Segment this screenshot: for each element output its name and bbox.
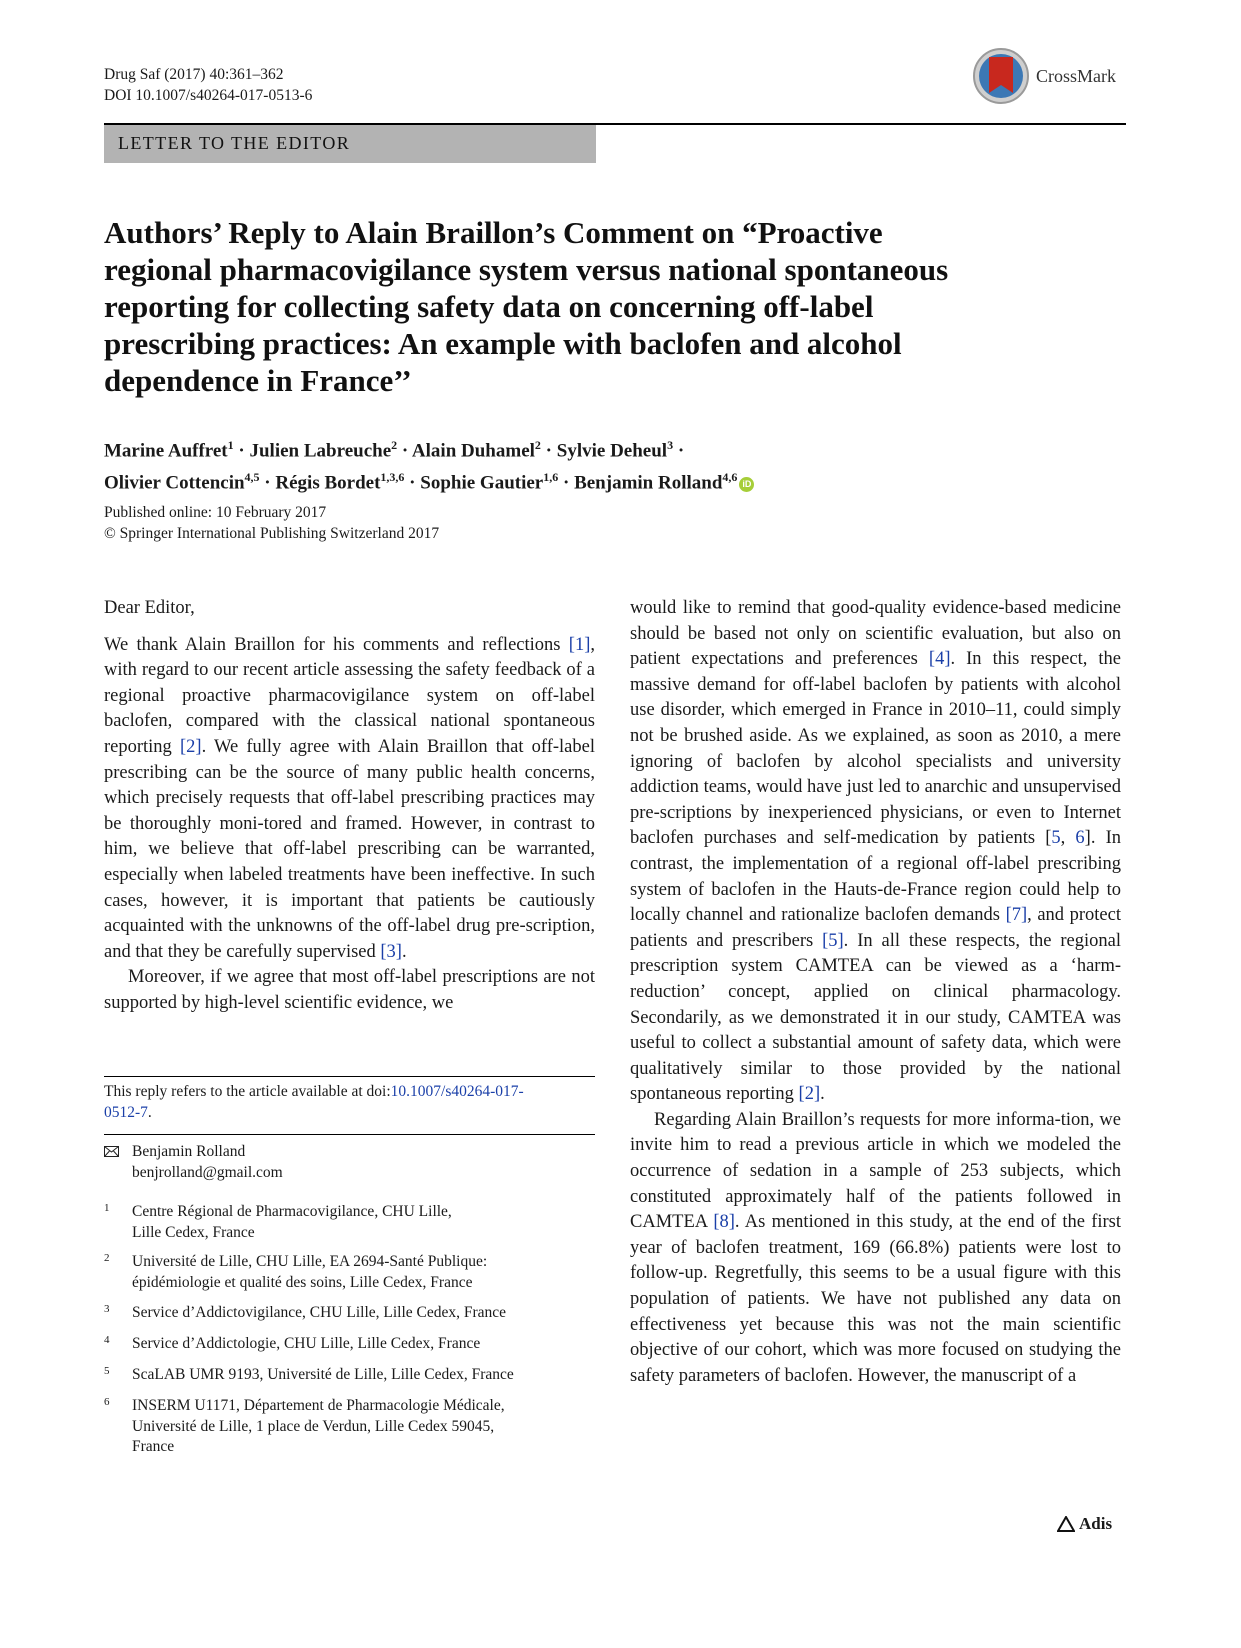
corresponding-email[interactable]: benjrolland@gmail.com	[132, 1163, 283, 1181]
publisher-name: Adis	[1079, 1514, 1113, 1533]
affiliation-number: 4	[104, 1334, 110, 1346]
citation-link[interactable]: 6	[1075, 828, 1085, 849]
citation-link[interactable]: [5]	[822, 930, 844, 951]
body-text: .	[401, 941, 407, 962]
citation-link[interactable]: [7]	[1005, 905, 1028, 926]
body-paragraph: Moreover, if we agree that most off-label prescriptions are not supported by high-level scientific evidence, we	[104, 967, 595, 1013]
citation-link[interactable]: 5	[1051, 828, 1061, 849]
citation-link[interactable]: [1]	[568, 634, 591, 655]
body-text: We thank Alain Braillon for his comments and reflections	[104, 634, 569, 655]
affiliation-text: France	[132, 1438, 175, 1455]
affiliation-number: 1	[104, 1202, 110, 1214]
citation-link[interactable]: [2]	[179, 736, 202, 757]
affiliation-text: Lille Cedex, France	[132, 1223, 255, 1241]
title-line: dependence in France’’	[104, 363, 412, 398]
affiliation-text: Service d’Addictovigilance, CHU Lille, Lille Cedex, France	[132, 1304, 507, 1321]
body-text: would like to remind that good-quality evidence-based medicine should be based not only on scientific evaluation, but also on patient expectations and preferences	[630, 598, 1121, 670]
author-separator: ·	[677, 440, 685, 462]
author-separator: ·	[562, 472, 570, 494]
body-text: . As mentioned in this study, at the end of the first year of baclofen treatment, 169 (66.8%) patients were lost to follow-up. Regretfully, this seems to be a usual figure with this population of patients. We have not published any data on effectiveness yet because this was not the main scientific objective of our cohort, which was more focused on studying the safety parameters of baclofen. However, the manuscript of a	[630, 1212, 1121, 1386]
affiliation-number: 2	[104, 1252, 110, 1264]
author-separator: ·	[401, 440, 409, 462]
footnote-rule	[104, 1134, 595, 1135]
title-line: reporting for collecting safety data on concerning off-label	[104, 289, 874, 324]
body-text: , and protect patients and prescribers	[630, 905, 1121, 951]
salutation: Dear Editor,	[104, 598, 195, 618]
author-name[interactable]: Marine Auffret	[104, 440, 228, 462]
author-affil-sup: 4,5	[244, 470, 260, 485]
title-line: prescribing practices: An example with baclofen and alcohol	[104, 326, 902, 361]
author-name[interactable]: Benjamin Rolland	[574, 472, 723, 494]
author-affil-sup: 1	[227, 438, 234, 452]
author-name[interactable]: Alain Duhamel	[411, 440, 535, 462]
body-paragraph	[104, 633, 595, 966]
author-list	[104, 432, 1124, 497]
section-label: LETTER TO THE EDITOR	[118, 133, 351, 153]
published-date: Published online: 10 February 2017	[104, 504, 327, 521]
citation-link[interactable]: [8]	[713, 1212, 735, 1233]
reply-footnote	[104, 1082, 595, 1123]
title-line: Authors’ Reply to Alain Braillon’s Comment on “Proactive	[104, 215, 883, 250]
author-affil-sup: 1,6	[543, 470, 559, 485]
footnote-rule	[104, 1076, 595, 1077]
crossmark-icon	[972, 47, 1030, 105]
article-title	[104, 214, 1104, 399]
body-text: Regarding Alain Braillon’s requests for more informa-tion, we invite him to read a previous article in which we modeled the occurrence of sedation in a sample of 253 subjects, which constituted approximately half of the patients followed in CAMTEA	[630, 1109, 1121, 1233]
body-text: . We fully agree with Alain Braillon that off-label prescribing can be the source of many public health concerns, which precisely requests that off-label prescribing practices may be thoroughly moni-tored and framed. However, in contrast to him, we believe that off-label prescribing can be warranted, especially when labeled treatments have been ineffective. In such cases, however, it is important that patients be cautiously acquainted with the unknowns of the off-label drug pre-scription, and that they be carefully supervised	[104, 736, 595, 962]
author-name[interactable]: Olivier Cottencin	[104, 472, 245, 494]
doi-line: DOI 10.1007/s40264-017-0513-6	[104, 87, 313, 104]
author-separator: ·	[545, 440, 553, 462]
body-text: .	[820, 1084, 825, 1105]
body-text: ]. In contrast, the implementation of a regional off-label prescribing system of baclofen in the Hauts-de-France region could help to locally channel and rationalize baclofen demands	[630, 828, 1122, 926]
publisher-logo	[1057, 1514, 1112, 1534]
crossmark-label: CrossMark	[1036, 65, 1116, 86]
corresponding-author: Benjamin Rolland	[132, 1143, 246, 1160]
affiliation-item	[104, 1303, 595, 1324]
body-text: ,	[1060, 828, 1076, 849]
affiliation-text: Service d’Addictologie, CHU Lille, Lille Cedex, France	[132, 1335, 481, 1352]
author-name[interactable]: Julien Labreuche	[249, 440, 392, 462]
doi-link[interactable]: 10.1007/s40264-017-	[390, 1083, 524, 1100]
author-separator: ·	[264, 472, 271, 494]
body-text: . In this respect, the massive demand for off-label baclofen by patients with alcohol use disorder, which emerged in France in 2010–11, could simply not be brushed aside. As we explained, as soon as 2010, a mere ignoring of baclofen by alcohol specialists and university addiction teams, would have just led to anarchic and unsupervised pre-scriptions by inexperienced physicians, or even to Internet baclofen purchases and self-medication by patients [	[630, 649, 1121, 849]
doi-link[interactable]: 0512-7	[104, 1103, 148, 1121]
adis-triangle-icon	[1057, 1516, 1075, 1532]
journal-header	[104, 64, 312, 106]
affiliation-item	[104, 1396, 595, 1458]
body-text: . In all these respects, the regional prescription system CAMTEA can be viewed as a ‘harm-reduction’ concept, applied on clinical pharmacology. Secondarily, as we demonstrated it in our study, CAMTEA was useful to collect a substantial amount of safety data, which were qualitatively similar to those provided by the national spontaneous reporting	[630, 930, 1121, 1105]
affiliation-text: Université de Lille, 1 place de Verdun, Lille Cedex 59045,	[132, 1417, 495, 1435]
affiliation-text: Université de Lille, CHU Lille, EA 2694-Santé Publique:	[132, 1253, 488, 1270]
author-affil-sup: 2	[534, 438, 541, 452]
citation-link[interactable]: [4]	[928, 649, 951, 670]
affiliation-text: épidémiologie et qualité des soins, Lille Cedex, France	[132, 1273, 473, 1291]
author-name[interactable]: Sylvie Deheul	[556, 440, 668, 462]
body-left-column	[104, 596, 595, 1017]
author-separator: ·	[238, 440, 245, 462]
author-name[interactable]: Régis Bordet	[275, 472, 381, 494]
affiliation-number: 6	[104, 1396, 110, 1408]
body-paragraph	[630, 596, 1121, 1108]
body-right-column	[630, 596, 1121, 1389]
author-affil-sup: 3	[667, 438, 674, 452]
affiliation-item	[104, 1334, 595, 1355]
author-affil-sup: 4,6	[722, 470, 738, 485]
copyright-line: © Springer International Publishing Switzerland 2017	[104, 525, 440, 542]
affiliation-text: Centre Régional de Pharmacovigilance, CHU Lille,	[132, 1203, 452, 1220]
title-line: regional pharmacovigilance system versus national spontaneous	[104, 252, 949, 287]
footnote-text: This reply refers to the article available at doi:	[104, 1083, 391, 1100]
author-separator: ·	[409, 472, 416, 494]
footnote-end: .	[147, 1103, 152, 1121]
correspondence-block	[104, 1142, 283, 1183]
journal-citation: Drug Saf (2017) 40:361–362	[104, 66, 284, 83]
affiliation-number: 3	[104, 1303, 110, 1315]
affiliation-item	[104, 1365, 595, 1386]
section-band	[104, 125, 596, 163]
crossmark-badge[interactable]	[972, 47, 1116, 105]
author-name[interactable]: Sophie Gautier	[420, 472, 544, 494]
body-text: , with regard to our recent article assessing the safety feedback of a regional proactive pharmacovigilance system on off-label baclofen, compared with the classical national spontaneous reporting	[104, 634, 595, 757]
orcid-icon[interactable]: iD	[739, 477, 754, 492]
affiliation-item	[104, 1252, 595, 1293]
publication-info	[104, 502, 439, 544]
affiliation-text: ScaLAB UMR 9193, Université de Lille, Lille Cedex, France	[132, 1366, 514, 1383]
affiliation-text: INSERM U1171, Département de Pharmacologie Médicale,	[132, 1397, 505, 1414]
envelope-icon	[104, 1146, 119, 1157]
body-paragraph	[630, 1108, 1121, 1390]
author-affil-sup: 2	[391, 438, 398, 452]
affiliation-number: 5	[104, 1365, 110, 1377]
citation-link[interactable]: [3]	[380, 941, 402, 962]
citation-link[interactable]: [2]	[798, 1084, 821, 1105]
author-affil-sup: 1,3,6	[380, 470, 405, 485]
affiliation-item	[104, 1202, 595, 1243]
